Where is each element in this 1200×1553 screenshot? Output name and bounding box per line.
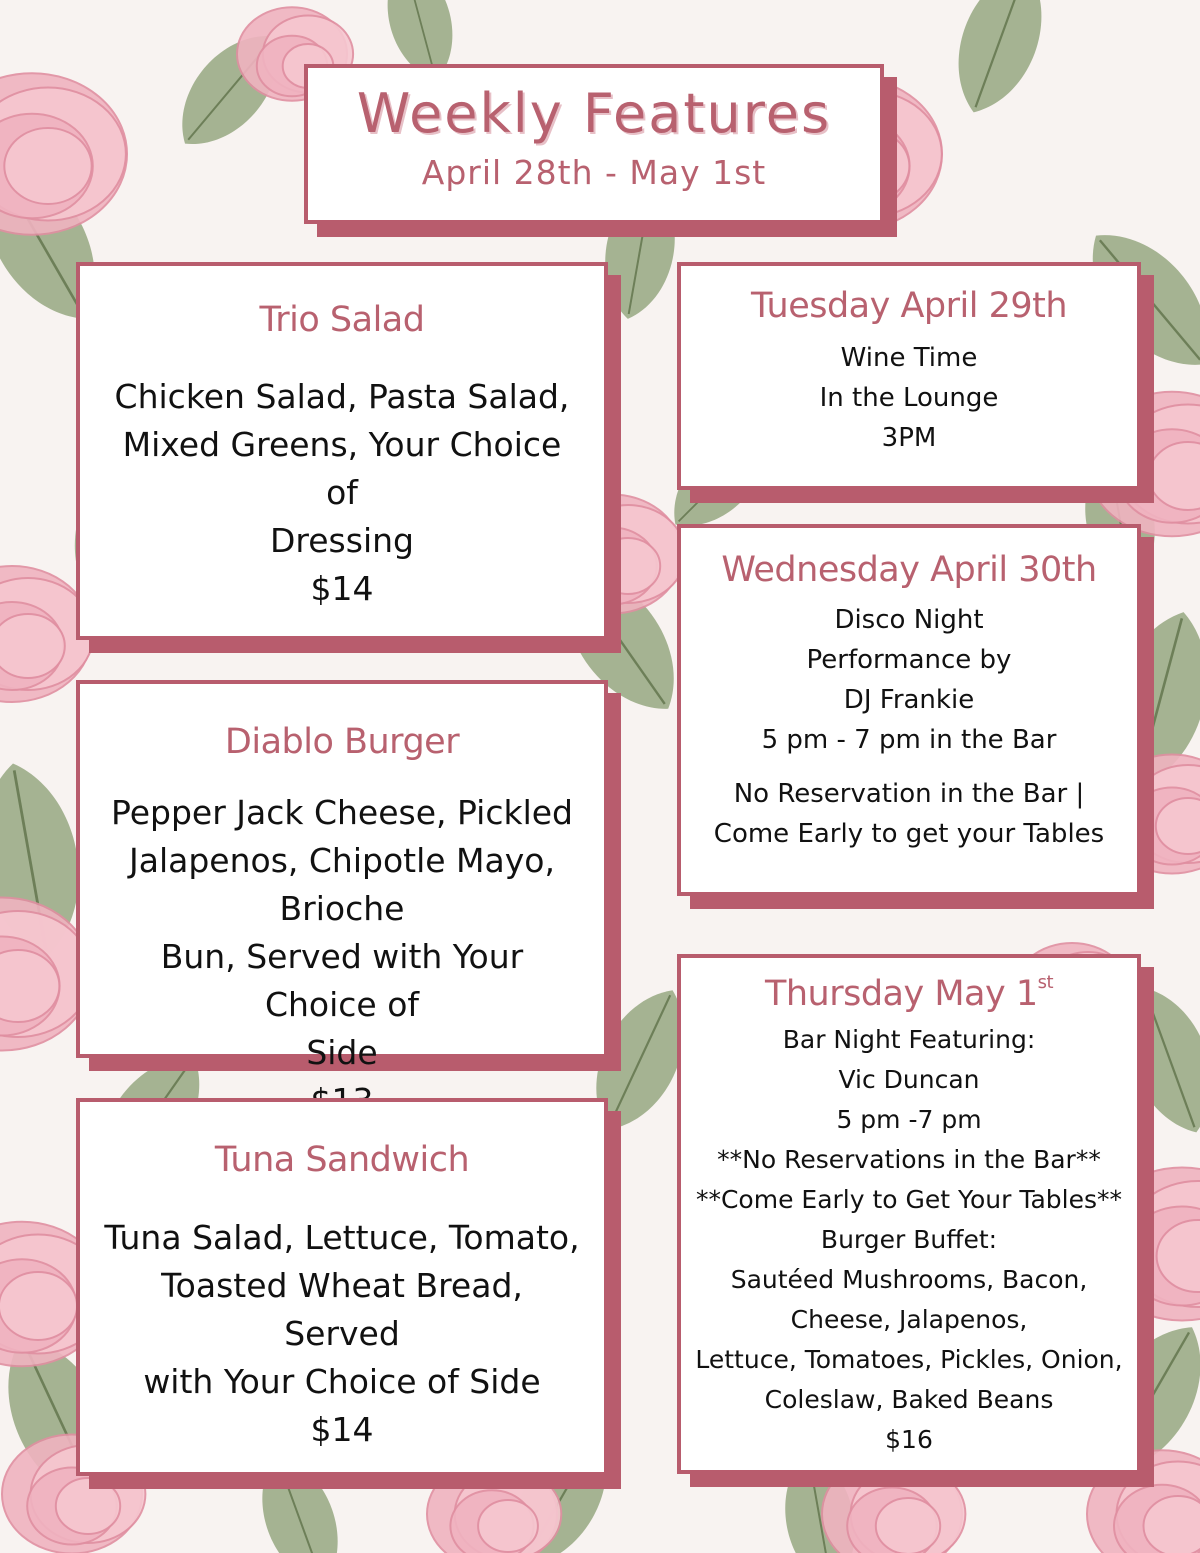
feature-line: Tuna Salad, Lettuce, Tomato,: [104, 1218, 580, 1257]
page-title: Weekly Features: [356, 82, 832, 145]
event-description: [681, 338, 1137, 458]
feature-description: [80, 373, 604, 613]
event-line: 5 pm -7 pm: [836, 1105, 982, 1134]
feature-title: Tuna Sandwich: [214, 1140, 470, 1180]
event-title: [681, 974, 1137, 1014]
event-line: Sautéed Mushrooms, Bacon,: [730, 1265, 1088, 1294]
event-line: Wine Time: [840, 343, 978, 373]
event-note: [681, 774, 1137, 854]
date-range: April 28th - May 1st: [421, 153, 767, 192]
event-line: Burger Buffet:: [820, 1225, 998, 1254]
feature-line: Jalapenos, Chipotle Mayo, Brioche: [129, 841, 555, 928]
event-note-line: Come Early to get your Tables: [713, 819, 1105, 849]
rose-petal: [0, 614, 65, 678]
feature-line: Side: [306, 1033, 378, 1072]
feature-description: [80, 1214, 604, 1454]
rose-petal: [4, 128, 91, 204]
rose-petal: [56, 1478, 120, 1534]
event-note-line: No Reservation in the Bar |: [733, 779, 1085, 809]
rose-petal: [0, 1272, 77, 1340]
event-line: Cheese, Jalapenos,: [790, 1305, 1028, 1334]
header-card: [304, 64, 884, 224]
feature-line: Bun, Served with Your Choice of: [160, 937, 524, 1024]
event-card-wednesday: [677, 524, 1141, 896]
event-line: 3PM: [881, 423, 937, 453]
event-line: 5 pm - 7 pm in the Bar: [761, 725, 1057, 755]
feature-line: with Your Choice of Side: [143, 1362, 541, 1401]
event-line: Lettuce, Tomatoes, Pickles, Onion,: [695, 1345, 1123, 1374]
event-title: Tuesday April 29th: [750, 286, 1068, 326]
feature-price: $14: [310, 1410, 374, 1449]
event-line: Performance by: [806, 645, 1012, 675]
event-line: **Come Early to Get Your Tables**: [695, 1185, 1123, 1214]
feature-card-diablo-burger: [76, 680, 608, 1072]
event-card-tuesday: [677, 262, 1141, 490]
event-card-thursday: [677, 954, 1141, 1474]
event-line: In the Lounge: [819, 383, 999, 413]
feature-description: [80, 789, 604, 1125]
feature-line: Pepper Jack Cheese, Pickled: [110, 793, 574, 832]
event-title-text: Thursday May 1: [764, 974, 1038, 1014]
feature-line: Toasted Wheat Bread, Served: [161, 1266, 523, 1353]
feature-line: Dressing: [270, 521, 414, 560]
event-line: Coleslaw, Baked Beans: [764, 1385, 1054, 1414]
feature-title: Diablo Burger: [224, 722, 460, 762]
event-title-suffix: st: [1037, 972, 1054, 993]
feature-card-trio-salad: [76, 262, 608, 640]
event-line: **No Reservations in the Bar**: [717, 1145, 1101, 1174]
event-line: DJ Frankie: [843, 685, 975, 715]
feature-card-tuna-sandwich: [76, 1098, 608, 1476]
event-description: [681, 600, 1137, 760]
feature-title: Trio Salad: [259, 300, 425, 340]
event-title: Wednesday April 30th: [721, 550, 1097, 590]
rose-petal: [876, 1498, 940, 1553]
feature-line: Chicken Salad, Pasta Salad,: [114, 377, 570, 416]
feature-line: Mixed Greens, Your Choice of: [122, 425, 562, 512]
event-line: Bar Night Featuring:: [782, 1025, 1036, 1054]
event-price: $16: [885, 1425, 933, 1454]
feature-price: $14: [310, 569, 374, 608]
event-line: Vic Duncan: [838, 1065, 980, 1094]
event-line: Disco Night: [834, 605, 984, 635]
rose-petal: [478, 1500, 538, 1552]
event-description: [681, 1020, 1137, 1460]
